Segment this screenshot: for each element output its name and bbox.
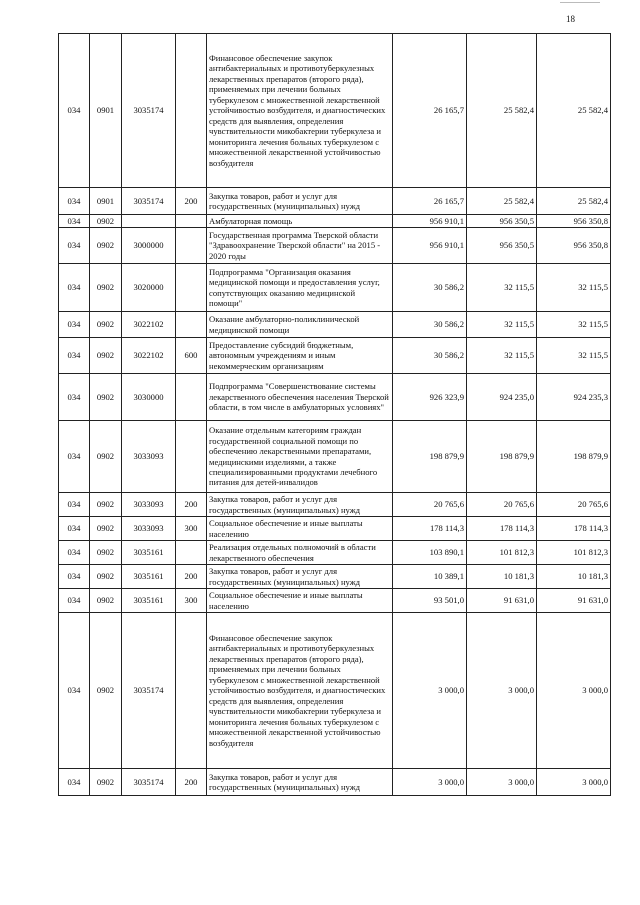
expense-type-cell	[176, 374, 207, 421]
target-article-cell: 3000000	[122, 228, 176, 264]
expense-type-cell: 200	[176, 188, 207, 215]
description-cell: Оказание отдельным категориям граждан государственной социальной помощи по обеспечению лекарственными препаратами, медицинскими изделиями, а также специализированными продуктами лечебного питания для детей-инвалидов	[207, 421, 393, 493]
table-row	[59, 374, 611, 421]
target-article-cell	[122, 215, 176, 228]
expense-type-cell	[176, 541, 207, 565]
amount-year1-cell: 26 165,7	[393, 188, 467, 215]
target-article-cell: 3020000	[122, 264, 176, 312]
admin-code-cell: 034	[59, 264, 90, 312]
target-article-cell: 3033093	[122, 493, 176, 517]
section-cell: 0902	[90, 565, 122, 589]
description-cell: Закупка товаров, работ и услуг для государственных (муниципальных) нужд	[207, 493, 393, 517]
amount-year1-cell: 20 765,6	[393, 493, 467, 517]
amount-year2-cell: 101 812,3	[467, 541, 537, 565]
section-cell: 0902	[90, 493, 122, 517]
admin-code-cell: 034	[59, 374, 90, 421]
target-article-cell: 3022102	[122, 312, 176, 338]
table-row	[59, 188, 611, 215]
amount-year2-cell: 956 350,5	[467, 228, 537, 264]
admin-code-cell: 034	[59, 613, 90, 769]
admin-code-cell: 034	[59, 215, 90, 228]
table-row	[59, 215, 611, 228]
target-article-cell: 3035161	[122, 589, 176, 613]
amount-year2-cell: 198 879,9	[467, 421, 537, 493]
amount-year3-cell: 3 000,0	[537, 769, 611, 796]
section-cell: 0902	[90, 589, 122, 613]
amount-year3-cell: 198 879,9	[537, 421, 611, 493]
admin-code-cell: 034	[59, 541, 90, 565]
table-row	[59, 34, 611, 188]
amount-year3-cell: 25 582,4	[537, 188, 611, 215]
section-cell: 0902	[90, 374, 122, 421]
scan-mark	[560, 2, 600, 3]
table-row	[59, 769, 611, 796]
table-row	[59, 589, 611, 613]
section-cell: 0902	[90, 613, 122, 769]
amount-year3-cell: 3 000,0	[537, 613, 611, 769]
admin-code-cell: 034	[59, 421, 90, 493]
amount-year2-cell: 32 115,5	[467, 264, 537, 312]
admin-code-cell: 034	[59, 34, 90, 188]
admin-code-cell: 034	[59, 188, 90, 215]
description-cell: Реализация отдельных полномочий в области лекарственного обеспечения	[207, 541, 393, 565]
amount-year3-cell: 956 350,8	[537, 215, 611, 228]
target-article-cell: 3035174	[122, 188, 176, 215]
section-cell: 0901	[90, 34, 122, 188]
amount-year1-cell: 30 586,2	[393, 312, 467, 338]
amount-year3-cell: 32 115,5	[537, 312, 611, 338]
section-cell: 0902	[90, 517, 122, 541]
description-cell: Закупка товаров, работ и услуг для государственных (муниципальных) нужд	[207, 188, 393, 215]
expense-type-cell: 600	[176, 338, 207, 374]
target-article-cell: 3022102	[122, 338, 176, 374]
description-cell: Финансовое обеспечение закупок антибактериальных и противотуберкулезных лекарственных препаратов (второго ряда), применяемых при лечении больных туберкулезом с множественной лекарственной устойчивостью возбудителя, и диагностических средств для выявления, определения чувствительности микобактерии туберкулеза и мониторинга лечения больных туберкулезом с множественной лекарственной устойчивостью возбудителя	[207, 34, 393, 188]
amount-year3-cell: 924 235,3	[537, 374, 611, 421]
amount-year2-cell: 91 631,0	[467, 589, 537, 613]
budget-table	[58, 33, 611, 796]
amount-year2-cell: 32 115,5	[467, 338, 537, 374]
description-cell: Социальное обеспечение и иные выплаты населению	[207, 589, 393, 613]
amount-year3-cell: 20 765,6	[537, 493, 611, 517]
admin-code-cell: 034	[59, 517, 90, 541]
table-row	[59, 613, 611, 769]
target-article-cell: 3035161	[122, 565, 176, 589]
amount-year3-cell: 10 181,3	[537, 565, 611, 589]
description-cell: Оказание амбулаторно-поликлинической медицинской помощи	[207, 312, 393, 338]
expense-type-cell: 200	[176, 565, 207, 589]
admin-code-cell: 034	[59, 338, 90, 374]
admin-code-cell: 034	[59, 769, 90, 796]
amount-year3-cell: 101 812,3	[537, 541, 611, 565]
description-cell: Предоставление субсидий бюджетным, автономным учреждениям и иным некоммерческим организациям	[207, 338, 393, 374]
amount-year1-cell: 30 586,2	[393, 264, 467, 312]
amount-year3-cell: 32 115,5	[537, 264, 611, 312]
section-cell: 0901	[90, 188, 122, 215]
description-cell: Закупка товаров, работ и услуг для государственных (муниципальных) нужд	[207, 769, 393, 796]
amount-year1-cell: 956 910,1	[393, 215, 467, 228]
description-cell: Закупка товаров, работ и услуг для государственных (муниципальных) нужд	[207, 565, 393, 589]
target-article-cell: 3035174	[122, 613, 176, 769]
table-row	[59, 541, 611, 565]
expense-type-cell: 300	[176, 517, 207, 541]
target-article-cell: 3033093	[122, 517, 176, 541]
amount-year2-cell: 25 582,4	[467, 34, 537, 188]
expense-type-cell	[176, 421, 207, 493]
section-cell: 0902	[90, 541, 122, 565]
amount-year2-cell: 20 765,6	[467, 493, 537, 517]
amount-year1-cell: 926 323,9	[393, 374, 467, 421]
section-cell: 0902	[90, 228, 122, 264]
section-cell: 0902	[90, 769, 122, 796]
amount-year1-cell: 3 000,0	[393, 769, 467, 796]
amount-year1-cell: 93 501,0	[393, 589, 467, 613]
admin-code-cell: 034	[59, 565, 90, 589]
amount-year2-cell: 25 582,4	[467, 188, 537, 215]
amount-year1-cell: 103 890,1	[393, 541, 467, 565]
amount-year3-cell: 178 114,3	[537, 517, 611, 541]
section-cell: 0902	[90, 215, 122, 228]
amount-year2-cell: 32 115,5	[467, 312, 537, 338]
admin-code-cell: 034	[59, 312, 90, 338]
expense-type-cell: 200	[176, 769, 207, 796]
amount-year3-cell: 956 350,8	[537, 228, 611, 264]
amount-year1-cell: 30 586,2	[393, 338, 467, 374]
expense-type-cell: 300	[176, 589, 207, 613]
table-row	[59, 228, 611, 264]
target-article-cell: 3030000	[122, 374, 176, 421]
amount-year3-cell: 32 115,5	[537, 338, 611, 374]
expense-type-cell	[176, 215, 207, 228]
section-cell: 0902	[90, 264, 122, 312]
target-article-cell: 3035174	[122, 34, 176, 188]
section-cell: 0902	[90, 421, 122, 493]
amount-year3-cell: 91 631,0	[537, 589, 611, 613]
expense-type-cell	[176, 34, 207, 188]
description-cell: Амбулаторная помощь	[207, 215, 393, 228]
amount-year1-cell: 10 389,1	[393, 565, 467, 589]
description-cell: Социальное обеспечение и иные выплаты населению	[207, 517, 393, 541]
table-row	[59, 565, 611, 589]
table-row	[59, 338, 611, 374]
amount-year1-cell: 178 114,3	[393, 517, 467, 541]
description-cell: Государственная программа Тверской области "Здравоохранение Тверской области" на 2015 - 2020 годы	[207, 228, 393, 264]
target-article-cell: 3033093	[122, 421, 176, 493]
table-row	[59, 421, 611, 493]
amount-year2-cell: 10 181,3	[467, 565, 537, 589]
page-number: 18	[566, 14, 575, 24]
amount-year2-cell: 3 000,0	[467, 769, 537, 796]
expense-type-cell	[176, 613, 207, 769]
amount-year1-cell: 3 000,0	[393, 613, 467, 769]
amount-year1-cell: 956 910,1	[393, 228, 467, 264]
table-row	[59, 517, 611, 541]
amount-year2-cell: 956 350,5	[467, 215, 537, 228]
amount-year3-cell: 25 582,4	[537, 34, 611, 188]
target-article-cell: 3035161	[122, 541, 176, 565]
admin-code-cell: 034	[59, 493, 90, 517]
description-cell: Финансовое обеспечение закупок антибактериальных и противотуберкулезных лекарственных препаратов (второго ряда), применяемых при лечении больных туберкулезом с множественной лекарственной устойчивостью возбудителя, и диагностических средств для выявления, определения чувствительности микобактерии туберкулеза и мониторинга лечения больных туберкулезом с множественной лекарственной устойчивостью возбудителя	[207, 613, 393, 769]
target-article-cell: 3035174	[122, 769, 176, 796]
section-cell: 0902	[90, 338, 122, 374]
amount-year1-cell: 198 879,9	[393, 421, 467, 493]
table-row	[59, 264, 611, 312]
amount-year2-cell: 3 000,0	[467, 613, 537, 769]
expense-type-cell	[176, 312, 207, 338]
amount-year2-cell: 924 235,0	[467, 374, 537, 421]
description-cell: Подпрограмма "Совершенствование системы лекарственного обеспечения населения Тверской области, в том числе в амбулаторных условиях"	[207, 374, 393, 421]
amount-year1-cell: 26 165,7	[393, 34, 467, 188]
admin-code-cell: 034	[59, 589, 90, 613]
admin-code-cell: 034	[59, 228, 90, 264]
table-row	[59, 493, 611, 517]
description-cell: Подпрограмма "Организация оказания медицинской помощи и предоставления услуг, сопутствующих оказанию медицинской помощи"	[207, 264, 393, 312]
expense-type-cell	[176, 228, 207, 264]
expense-type-cell	[176, 264, 207, 312]
table-row	[59, 312, 611, 338]
amount-year2-cell: 178 114,3	[467, 517, 537, 541]
section-cell: 0902	[90, 312, 122, 338]
expense-type-cell: 200	[176, 493, 207, 517]
